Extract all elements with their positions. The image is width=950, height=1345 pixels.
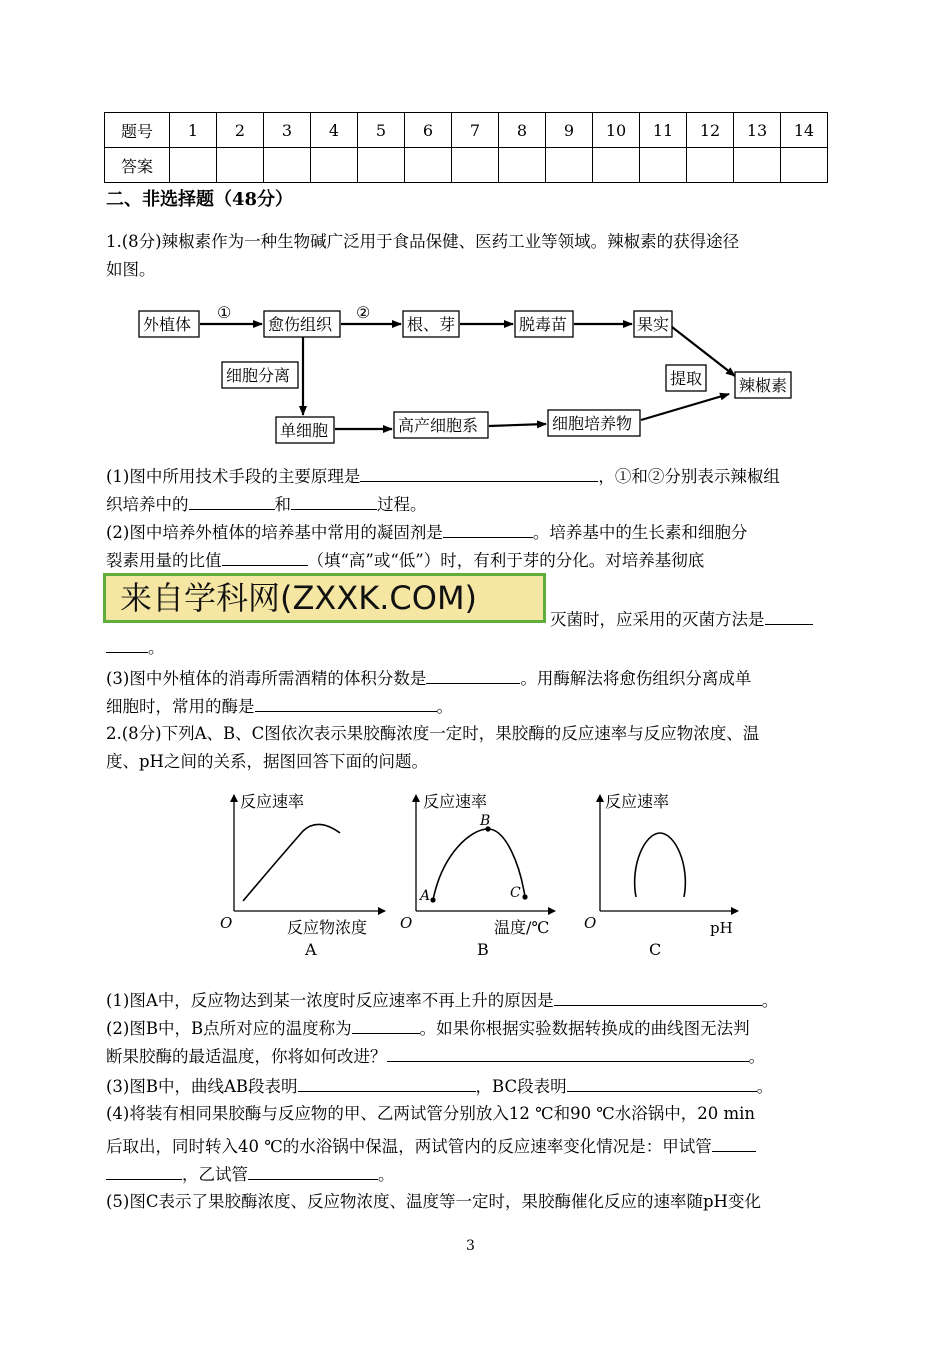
answer-blank[interactable]: [567, 1074, 757, 1092]
capsaicin-flow-diagram: [0, 290, 950, 450]
flow-virus-free: 脱毒苗: [519, 315, 568, 334]
flow-single-cell: 单细胞: [280, 421, 329, 440]
question-number: 3: [264, 113, 311, 148]
q1-part3-line1: (3)图中外植体的消毒所需酒精的体积分数是 。用酶解法将愈伤组织分离成单: [106, 666, 751, 689]
answer-blank[interactable]: [765, 607, 813, 625]
q2-intro-line1: 2.(8分)下列A、B、C图依次表示果胶酶浓度一定时，果胶酶的反应速率与反应物浓度、温: [106, 724, 760, 743]
question-number: 4: [311, 113, 358, 148]
answer-blank[interactable]: [443, 520, 533, 538]
graph-c-ylabel: 反应速率: [605, 792, 670, 811]
q2-part4-line3: ，乙试管 。: [106, 1162, 395, 1185]
answer-cell[interactable]: [499, 148, 546, 183]
question-number: 5: [358, 113, 405, 148]
q1-part2-line2: 裂素用量的比值 （填“高”或“低”）时，有利于芽的分化。对培养基彻底: [106, 548, 704, 571]
graph-c-origin: O: [584, 914, 597, 932]
q1-part2-line4: 。: [106, 635, 165, 658]
graph-c: [584, 792, 738, 959]
graph-b-xlabel: 温度/℃: [494, 918, 550, 937]
answer-blank[interactable]: [106, 1162, 182, 1180]
answer-blank[interactable]: [255, 694, 437, 712]
answer-blank[interactable]: [189, 492, 275, 510]
question-number: 8: [499, 113, 546, 148]
question-number: 7: [452, 113, 499, 148]
answer-table: [104, 112, 828, 183]
flow-cell-culture: 细胞培养物: [552, 414, 633, 433]
graph-a-caption: A: [305, 940, 317, 959]
graph-c-xlabel: pH: [710, 919, 733, 937]
q2-part2-line1: (2)图B中，B点所对应的温度称为 。如果你根据实验数据转换成的曲线图无法判: [106, 1016, 750, 1039]
answer-cell[interactable]: [452, 148, 499, 183]
answer-cell[interactable]: [170, 148, 217, 183]
header-label: 题号: [105, 113, 170, 148]
graph-b: [400, 792, 555, 959]
enzyme-rate-graphs: [0, 785, 950, 965]
flow-extract: 提取: [670, 369, 703, 388]
page-number: 3: [466, 1238, 475, 1254]
answer-cell[interactable]: [546, 148, 593, 183]
flow-fruit: 果实: [637, 315, 670, 334]
graph-b-point-c: C: [510, 885, 521, 901]
question-number: 10: [593, 113, 640, 148]
graph-a-ylabel: 反应速率: [240, 792, 305, 811]
graph-a: [220, 792, 385, 959]
answer-blank[interactable]: [360, 464, 598, 482]
q2-part2-line2: 断果胶酶的最适温度，你将如何改进？ 。: [106, 1044, 765, 1067]
graph-b-point-b: B: [480, 813, 491, 829]
graph-b-point-a: A: [420, 888, 431, 904]
question-number: 2: [217, 113, 264, 148]
flow-root-bud: 根、芽: [407, 315, 456, 334]
q1-part1-line2: 织培养中的 和 过程。: [106, 492, 427, 515]
q1-intro-line2: 如图。: [106, 260, 156, 279]
q2-part1: (1)图A中，反应物达到某一浓度时反应速率不再上升的原因是 。: [106, 988, 778, 1011]
question-number: 13: [734, 113, 781, 148]
answer-cell[interactable]: [264, 148, 311, 183]
flow-capsaicin: 辣椒素: [739, 376, 788, 395]
graph-a-xlabel: 反应物浓度: [287, 918, 368, 937]
flow-explant: 外植体: [143, 315, 192, 334]
q1-part3-line2: 细胞时，常用的酶是 。: [106, 694, 453, 717]
answer-cell[interactable]: [217, 148, 264, 183]
answer-blank[interactable]: [248, 1162, 378, 1180]
answer-cell[interactable]: [640, 148, 687, 183]
q2-part4-line1: (4)将装有相同果胶酶与反应物的甲、乙两试管分别放入12 ℃和90 ℃水浴锅中，20 min: [106, 1104, 756, 1123]
q2-part4-line2: 后取出，同时转入40 ℃的水浴锅中保温，两试管内的反应速率变化情况是：甲试管: [106, 1134, 756, 1157]
q1-part2-line1: (2)图中培养外植体的培养基中常用的凝固剂是 。培养基中的生长素和细胞分: [106, 520, 747, 543]
graph-c-caption: C: [649, 940, 662, 959]
answer-label: 答案: [105, 148, 170, 183]
question-number: 11: [640, 113, 687, 148]
q1-part1-line1: (1)图中所用技术手段的主要原理是 ，①和②分别表示辣椒组: [106, 464, 780, 487]
answer-cell[interactable]: [405, 148, 452, 183]
q2-part5: (5)图C表示了果胶酶浓度、反应物浓度、温度等一定时，果胶酶催化反应的速率随pH变化: [106, 1192, 761, 1211]
answer-blank[interactable]: [291, 492, 377, 510]
graph-a-origin: O: [220, 914, 233, 932]
answer-blank[interactable]: [387, 1044, 749, 1062]
answer-blank[interactable]: [352, 1016, 420, 1034]
answer-blank[interactable]: [298, 1074, 476, 1092]
answer-blank[interactable]: [106, 635, 148, 653]
watermark-banner: 来自学科网(ZXXK.COM): [103, 573, 546, 623]
answer-cell[interactable]: [687, 148, 734, 183]
graph-b-origin: O: [400, 914, 413, 932]
q1-part2-line3: 灭菌时，应采用的灭菌方法是: [550, 607, 813, 630]
q2-part3: (3)图B中，曲线AB段表明 ，BC段表明 。: [106, 1074, 773, 1097]
answer-cell[interactable]: [593, 148, 640, 183]
answer-cell[interactable]: [734, 148, 781, 183]
q1-intro-line1: 1.(8分)辣椒素作为一种生物碱广泛用于食品保健、医药工业等领域。辣椒素的获得途径: [106, 232, 740, 251]
flow-high-yield: 高产细胞系: [398, 416, 479, 435]
question-number: 14: [781, 113, 828, 148]
graph-b-caption: B: [477, 940, 489, 959]
question-number: 9: [546, 113, 593, 148]
flow-step1: ①: [217, 303, 232, 322]
answer-blank[interactable]: [222, 548, 308, 566]
answer-cell[interactable]: [781, 148, 828, 183]
q2-intro-line2: 度、pH之间的关系，据图回答下面的问题。: [106, 752, 428, 771]
table-row-answers: [105, 148, 828, 183]
question-number: 6: [405, 113, 452, 148]
flow-callus: 愈伤组织: [268, 315, 333, 334]
answer-cell[interactable]: [358, 148, 405, 183]
answer-cell[interactable]: [311, 148, 358, 183]
section-title: 二、非选择题（48分）: [106, 189, 294, 210]
answer-blank[interactable]: [712, 1134, 756, 1152]
question-number: 1: [170, 113, 217, 148]
flow-step2: ②: [356, 303, 371, 322]
table-row-header: [105, 113, 828, 148]
graph-b-ylabel: 反应速率: [423, 792, 488, 811]
flow-cell-separation: 细胞分离: [226, 366, 291, 385]
answer-blank[interactable]: [426, 666, 520, 684]
answer-blank[interactable]: [554, 988, 762, 1006]
question-number: 12: [687, 113, 734, 148]
